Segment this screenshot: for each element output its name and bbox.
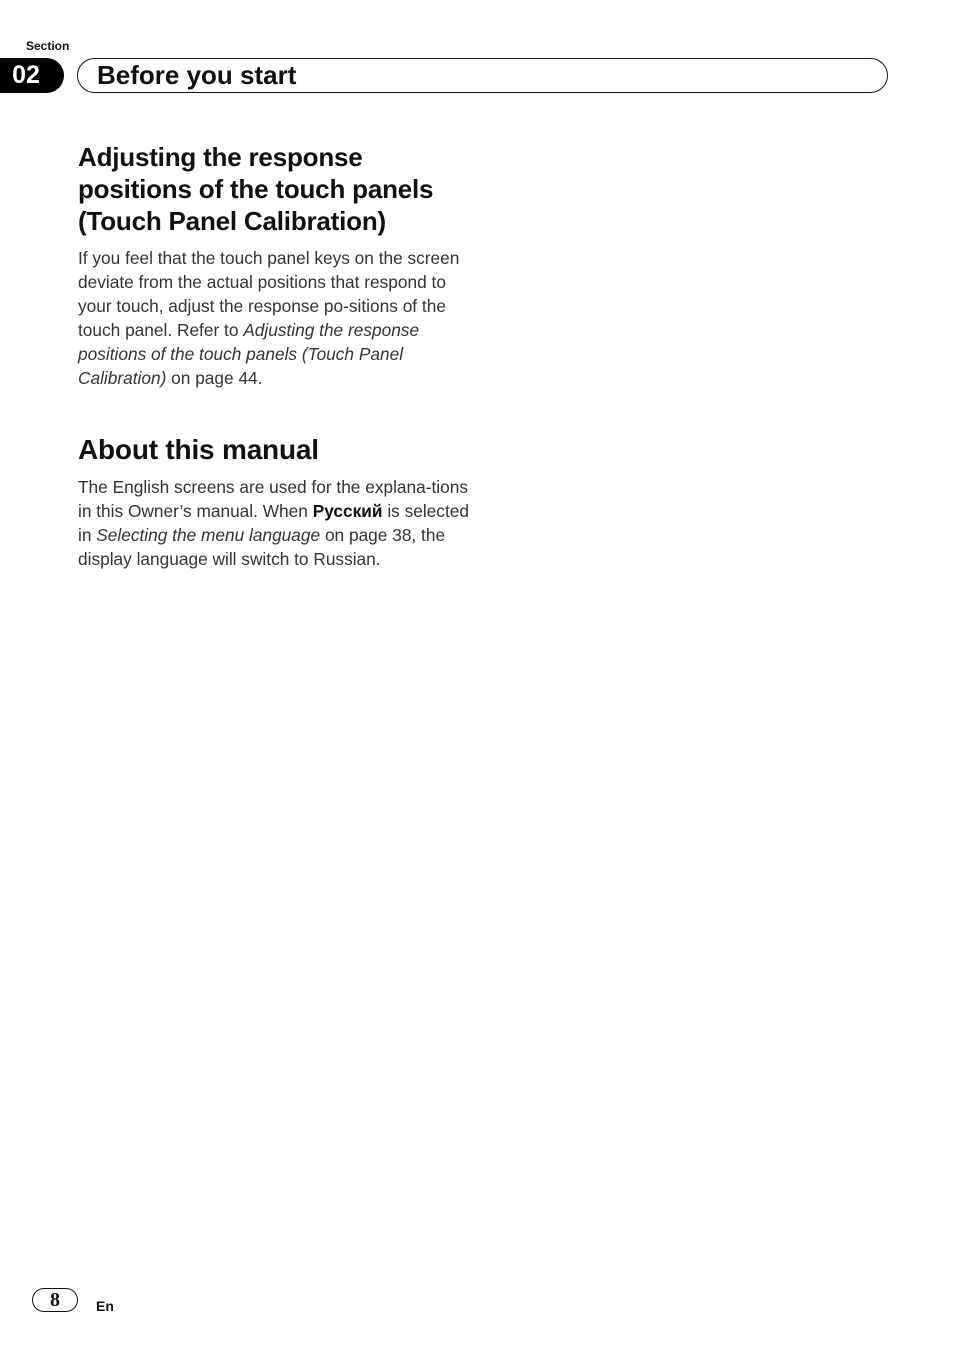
calibration-paragraph	[78, 246, 470, 390]
manual-paragraph	[78, 475, 470, 571]
manual-cross-reference: Selecting the menu language	[96, 525, 321, 545]
manual-section	[78, 434, 470, 571]
calibration-section	[78, 141, 470, 390]
manual-text-1: The English screens are used for the explana-tions in this Owner’s manual. When	[78, 477, 469, 521]
calibration-text-1: If you feel that the touch panel keys on the screen deviate from the actual positions that respond to your touch, adjust the response po-sitions of the touch panel. Refer to	[78, 248, 460, 340]
manual-heading: About this manual	[78, 434, 319, 465]
calibration-cross-reference: Adjusting the response positions of the touch panels (Touch Panel Calibration)	[78, 320, 420, 388]
section-number-tab: 02	[0, 58, 64, 93]
manual-text-2: is selected in	[78, 501, 469, 545]
language-code: En	[96, 1298, 114, 1314]
manual-text-3: on page 38, the display language will switch to Russian.	[78, 525, 446, 569]
calibration-heading: Adjusting the response positions of the touch panels (Touch Panel Calibration)	[78, 142, 434, 236]
section-title: Before you start	[77, 58, 888, 93]
calibration-text-2: on page 44.	[166, 368, 263, 388]
page-number: 8	[32, 1288, 78, 1312]
section-label: Section	[26, 39, 70, 53]
manual-language-option: Русский	[312, 501, 383, 521]
